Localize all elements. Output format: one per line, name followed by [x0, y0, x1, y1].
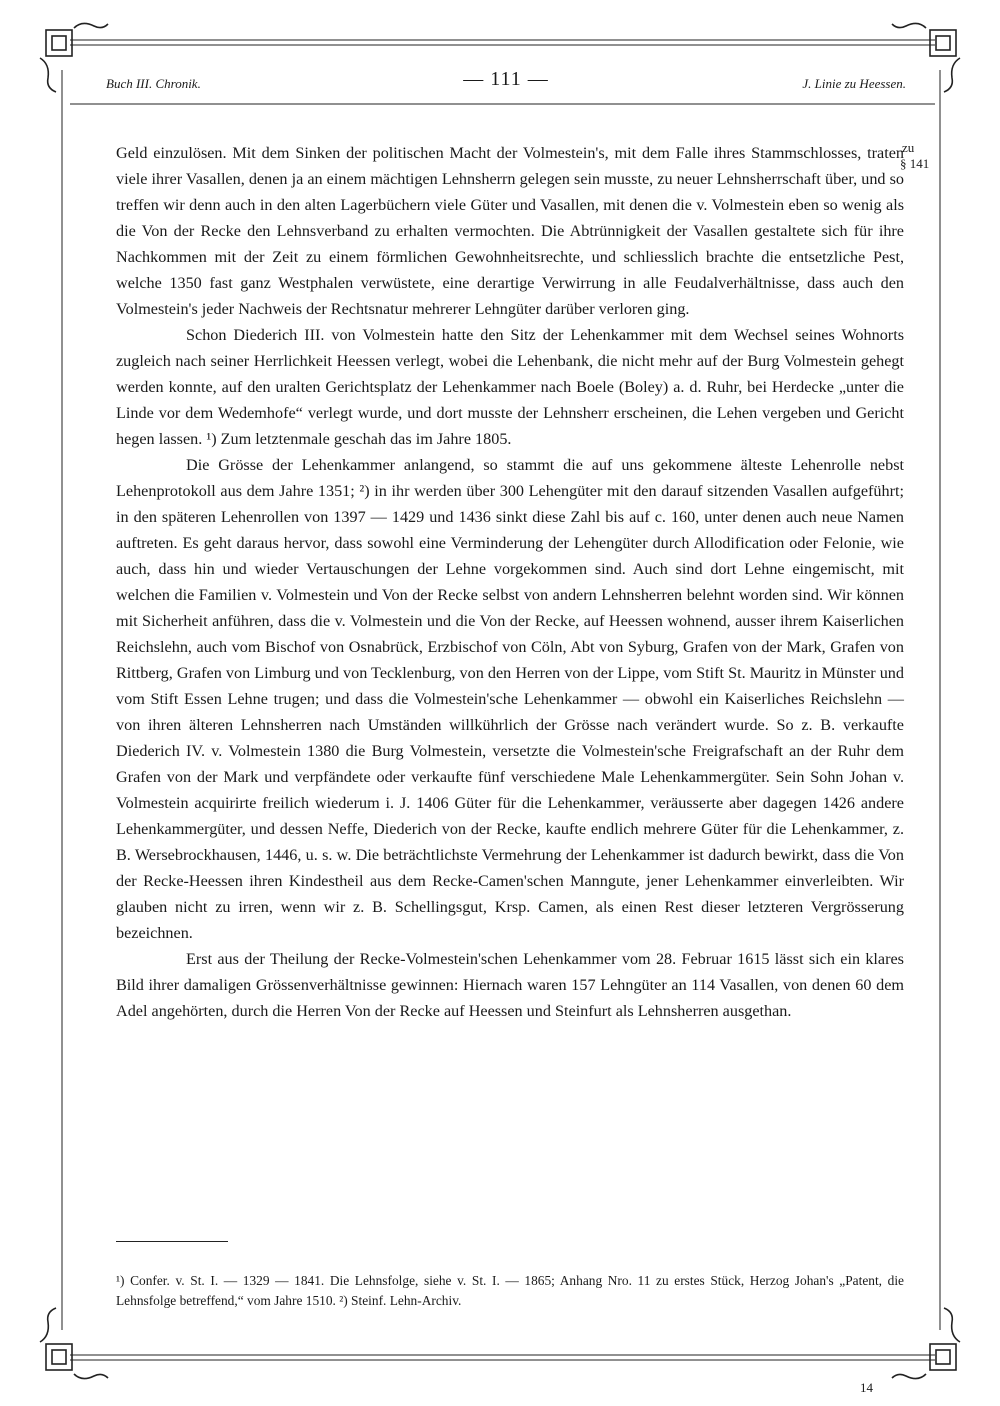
footnote-divider — [116, 1241, 228, 1242]
margin-note-line2: § 141 — [900, 156, 930, 171]
corner-ornament-top-left — [40, 23, 108, 92]
footnotes: ¹) Confer. v. St. I. — 1329 — 1841. Die Lehnsfolge, siehe v. St. I. — 1865; Anhang Nro. 11 zu erstes Stück, Herzog Johan's „Patent, die Lehnsfolge betreffend,“ vom Jahre 1510. ²) Steinf. Lehn-Archiv. — [116, 1273, 904, 1308]
margin-note — [902, 140, 942, 172]
signature-mark: 14 — [860, 1380, 873, 1395]
paragraph-3: Die Grösse der Lehenkammer anlangend, so stammt die auf uns gekommene älteste Lehenrolle nebst Lehenprotokoll aus dem Jahre 1351; ²) in ihr werden über 300 Lehengüter mit den darauf sitzenden Vasallen aufgeführt; in den späteren Lehenrollen von 1397 — 1429 und 1436 sinkt diese Zahl bis auf c. 160, unter denen auch neue Namen auftreten. Es geht daraus hervor, dass sowohl eine Verminderung der Lehengüter durch Allodification oder Felonie, wie auch, dass hin und wieder Vertauschungen der Lehne vorgekommen sind. Auch sind dort Lehne eingemischt, mit welchen die Familien v. Volmestein und Von der Recke selbst von andern Lehnsherren belehnt worden sind. Wir können mit Sicherheit anführen, dass die v. Volmestein und die Von der Recke, auf Heessen wohnend, ausser ihrem Kaiserlichen Reichslehn, auch vom Bischof von Osnabrück, Erzbischof von Cöln, Abt von Syburg, Grafen von der Mark, Grafen von Rittberg, Grafen von Limburg und von Tecklenburg, von den Herren von der Lippe, vom Stift St. Mauritz in Münster und vom Stift Essen Lehne trugen; und dass die Volmestein'sche Lehenkammer — obwohl ein Kaiserliches Reichslehn — von ihren älteren Lehnsherren nach Umständen willkührlich der Grösse nach verändert wurde. So z. B. verkaufte Diederich IV. v. Volmestein 1380 die Burg Volmestein, versetzte die Volmestein'sche Freigrafschaft an der Ruhr dem Grafen von der Mark und verpfändete oder verkaufte fünf verschiedene Male Lehenkammergüter. Sein Sohn Johan v. Volmestein acquirirte freilich wiederum i. J. 1406 Güter für die Lehenkammer, veräusserte aber dagegen 1426 andere Lehenkammergüter, und dessen Neffe, Diederich von der Recke, kaufte endlich mehrere Güter für die Lehenkammer, z. B. Wersebrockhausen, 1446, u. s. w. Die beträchtlichste Vermehrung der Lehenkammer ist dadurch bewirkt, dass die Von der Recke-Heessen ihren Kindestheil aus dem Recke-Camen'schen Manngute, jener Lehenkammer einverleibten. Wir glauben nicht zu irren, wenn wir z. B. Schellingsgut, Krsp. Camen, als einen Rest dieser letzteren Vergrösserung bezeichnen. — [116, 456, 904, 942]
running-header — [106, 64, 906, 94]
paragraph-2: Schon Diederich III. von Volmestein hatte den Sitz der Lehenkammer mit dem Wechsel seines Wohnorts zugleich nach seiner Herrlichkeit Heessen verlegt, wobei die Lehenbank, die nicht mehr auf der Burg Volmestein gehegt werden konnte, auf den uralten Gerichtsplatz der Lehenkammer nach Boele (Boley) a. d. Ruhr, bei Herdecke „unter die Linde vor dem Wedemhofe“ verlegt wurde, und dort musste der Lehnsherr erscheinen, die Lehen vergeben und Gericht hegen lassen. ¹) Zum letztenmale geschah das im Jahre 1805. — [116, 326, 904, 448]
paragraph-1: Geld einzulösen. Mit dem Sinken der politischen Macht der Volmestein's, mit dem Falle ihres Stammschlosses, traten viele ihrer Vasallen, denen ja an einem mächtigen Lehnsherrn gelegen sein musste, zu neuer Lehnsherrschaft über, und so treffen wir denn auch in den alten Lagerbüchern viele Güter und Vasallen, mit denen die v. Volmestein eben so wenig als die Von der Recke den Lehnsverband zu erhalten vermochten. Die Abtrünnigkeit der Vasallen gestaltete sich für ihre Nachkommen mit der Zeit zu einem förmlichen Gewohnheitsrechte, und schliesslich brachte die entsetzliche Pest, welche 1350 fast ganz Westphalen verwüstete, eine derartige Verwirrung in alle Feudalverhältnisse, dass auch den Volmestein's jeder Nachweis der Rechtsnatur mehrerer Lehngüter darüber verloren ging. — [116, 144, 904, 318]
paragraph-4: Erst aus der Theilung der Recke-Volmestein'schen Lehenkammer vom 28. Februar 1615 lässt sich ein klares Bild ihrer damaligen Grössenverhältnisse gewinnen: Hiernach waren 157 Lehngüter an 114 Vasallen, von denen 60 dem Adel angehörten, durch die Herren Von der Recke auf Heessen und Steinfurt als Lehnsherren ausgethan. — [116, 950, 904, 1020]
margin-note-line1: zu — [902, 140, 915, 155]
header-section-title: J. Linie zu Heessen. — [802, 76, 906, 91]
main-text — [116, 140, 904, 1024]
header-book-title: Buch III. Chronik. — [106, 76, 201, 91]
corner-ornament-bottom-right — [892, 1308, 960, 1379]
corner-ornament-bottom-left — [40, 1308, 108, 1379]
page-number: — 111 — — [463, 68, 549, 90]
